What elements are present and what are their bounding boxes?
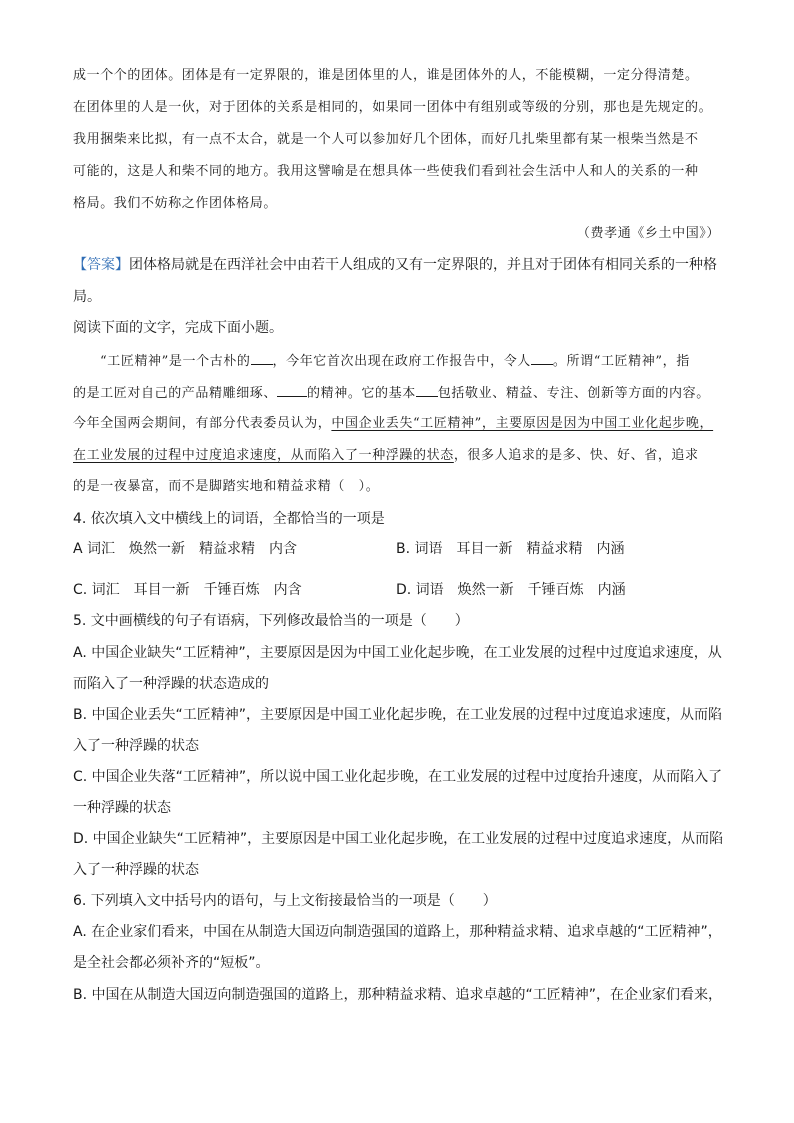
q6-option-a-line-2[interactable]: 是全社会都必须补齐的“短板”。 xyxy=(73,955,270,971)
p2-text-1b: ，今年它首次出现在政府工作报告中，令人 xyxy=(272,354,531,369)
q6-option-b-line-1[interactable]: B. 中国在从制造大国迈向制造强国的道路上，那种精益求精、追求卓越的“工匠精神”，在企业家们看来， xyxy=(73,987,723,1003)
q6-option-a-line-1[interactable]: A. 在企业家们看来，中国在从制造大国迈向制造强国的道路上，那种精益求精、追求卓越的“工匠精神”， xyxy=(73,924,722,940)
q4-option-b[interactable]: B. 词语 耳目一新 精益求精 内涵 xyxy=(396,541,625,557)
answer-tag: 【答案】 xyxy=(73,257,129,273)
passage2-line-4 xyxy=(73,446,699,466)
p2-text-3a: 今年全国两会期间，有部分代表委员认为， xyxy=(73,416,332,431)
q5-option-c-line-1[interactable]: C. 中国企业失落“工匠精神”，所以说中国工业化起步晚，在工业发展的过程中过度抬升速度，从而陷入了 xyxy=(73,769,723,785)
passage1-line-3: 我用捆柴来比拟，有一点不太合，就是一个人可以参加好几个团体，而好几扎柴里都有某一根柴当然是不 xyxy=(73,132,699,147)
p2-text-1c: 。所谓“工匠精神”，指 xyxy=(552,354,690,369)
blank-3 xyxy=(277,382,307,397)
answer-text: 团体格局就是在西洋社会中由若干人组成的又有一定界限的，并且对于团体有相同关系的一种格 xyxy=(129,257,717,273)
instruction: 阅读下面的文字，完成下面小题。 xyxy=(73,320,283,336)
q5-option-b-line-2[interactable]: 入了一种浮躁的状态 xyxy=(73,738,199,754)
q5-option-c-line-2[interactable]: 一种浮躁的状态 xyxy=(73,800,171,816)
passage1-line-5: 格局。我们不妨称之作团体格局。 xyxy=(73,196,278,211)
underlined-sentence-part-1: 中国企业丢失“工匠精神”，主要原因是因为中国工业化起步晚， xyxy=(331,416,714,431)
q5-option-d-line-2[interactable]: 入了一种浮躁的状态 xyxy=(73,862,199,878)
q5-option-a-line-1[interactable]: A. 中国企业缺失“工匠精神”，主要原因是因为中国工业化起步晚，在工业发展的过程中过度追求速度，从 xyxy=(73,645,722,661)
q4-option-a[interactable]: A 词汇 焕然一新 精益求精 内含 xyxy=(73,541,298,557)
answer-line-1 xyxy=(73,255,717,275)
passage2-line-1 xyxy=(100,350,690,372)
q6-stem: 6. 下列填入文中括号内的语句，与上文衔接最恰当的一项是（ ） xyxy=(73,893,497,909)
blank-2 xyxy=(531,350,553,365)
p2-text-1a: “工匠精神”是一个古朴的 xyxy=(100,354,251,369)
p2-text-2c: 包括敬业、精益、专注、创新等方面的内容。 xyxy=(437,386,710,401)
blank-4 xyxy=(416,382,438,397)
answer-line-2: 局。 xyxy=(73,289,101,305)
p2-text-2a: 的是工匠对自己的产品精雕细琢、 xyxy=(73,386,278,401)
q4-stem: 4. 依次填入文中横线上的词语，全都恰当的一项是 xyxy=(73,511,385,527)
blank-1 xyxy=(251,350,273,365)
q5-stem: 5. 文中画横线的句子有语病，下列修改最恰当的一项是（ ） xyxy=(73,613,469,629)
q5-option-d-line-1[interactable]: D. 中国企业缺失“工匠精神”，主要原因是中国工业化起步晚，在工业发展的过程中过度追求速度，从而陷 xyxy=(73,831,724,847)
passage1-line-1: 成一个个的团体。团体是有一定界限的，谁是团体里的人，谁是团体外的人，不能模糊，一定分得清楚。 xyxy=(73,68,699,83)
passage2-line-3 xyxy=(73,414,713,434)
q5-option-a-line-2[interactable]: 而陷入了一种浮躁的状态造成的 xyxy=(73,676,269,692)
q4-option-d[interactable]: D. 词语 焕然一新 千锤百炼 内涵 xyxy=(396,582,626,598)
q5-option-b-line-1[interactable]: B. 中国企业丢失“工匠精神”，主要原因是中国工业化起步晚，在工业发展的过程中过度追求速度，从而陷 xyxy=(73,707,723,723)
passage2-line-2 xyxy=(73,382,710,404)
passage1-source: （费孝通《乡土中国》） xyxy=(576,226,720,241)
underlined-sentence-part-2: 在工业发展的过程中过度追求速度，从而陷入了一种浮躁的状态 xyxy=(73,448,454,463)
p2-text-2b: 的精神。它的基本 xyxy=(307,386,416,401)
q4-option-c[interactable]: C. 词汇 耳目一新 千锤百炼 内含 xyxy=(73,582,302,598)
p2-text-4b: ，很多人追求的是多、快、好、省，追求 xyxy=(453,448,699,463)
passage2-line-5: 的是一夜暴富，而不是脚踏实地和精益求精（ ）。 xyxy=(73,479,380,494)
passage1-line-2: 在团体里的人是一伙，对于团体的关系是相同的，如果同一团体中有组别或等级的分别，那也是先规定的。 xyxy=(73,100,713,115)
passage1-line-4: 可能的，这是人和柴不同的地方。我用这譬喻是在想具体一些使我们看到社会生活中人和人的关系的一种 xyxy=(73,164,699,179)
